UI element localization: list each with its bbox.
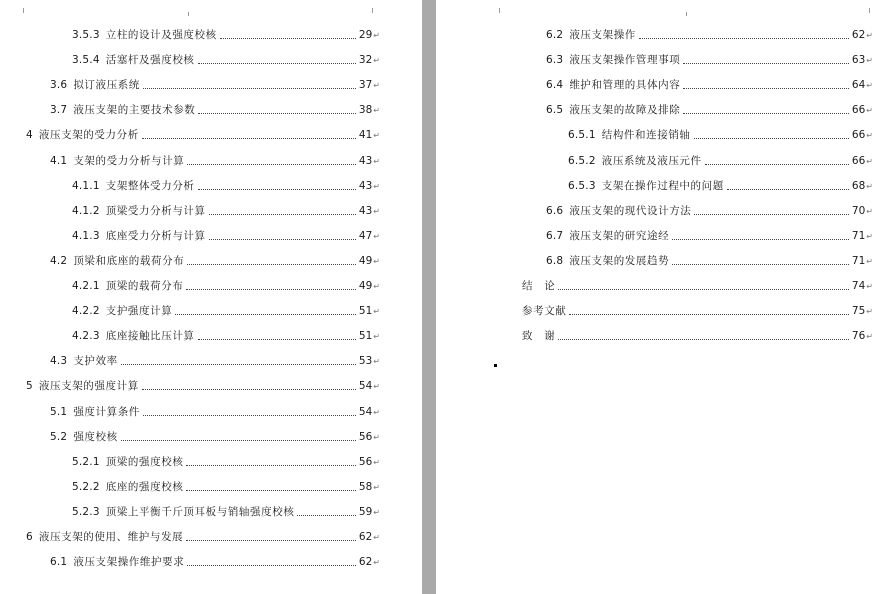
paragraph-mark: ↵ xyxy=(373,482,380,492)
dot-leader xyxy=(705,164,850,165)
toc-entry[interactable] xyxy=(522,277,873,293)
toc-entry[interactable] xyxy=(522,327,873,343)
toc-entry-number: 6.8 xyxy=(546,254,564,267)
toc-entry-title: 液压支架的故障及排除 xyxy=(569,104,681,117)
dot-leader xyxy=(694,138,850,139)
toc-entry-page-number: 62 xyxy=(358,531,373,543)
paragraph-mark: ↵ xyxy=(866,81,873,91)
paragraph-mark: ↵ xyxy=(373,407,380,417)
dot-leader xyxy=(198,63,357,64)
dot-leader xyxy=(186,490,356,491)
toc-entry-title: 支护强度计算 xyxy=(105,305,173,318)
toc-entry-number: 5.1 xyxy=(50,405,68,418)
toc-entry-number: 4.1.1 xyxy=(72,179,100,192)
paragraph-mark: ↵ xyxy=(866,106,873,116)
toc-entry[interactable] xyxy=(568,177,873,193)
toc-entry[interactable] xyxy=(50,553,380,569)
dot-leader xyxy=(187,565,356,566)
dot-leader xyxy=(143,415,356,416)
document-page-right xyxy=(436,0,875,594)
dot-leader xyxy=(683,88,849,89)
toc-entry[interactable] xyxy=(50,252,380,268)
dot-leader xyxy=(142,138,357,139)
toc-entry-number: 4.2.2 xyxy=(72,305,100,318)
toc-entry[interactable] xyxy=(50,76,380,92)
paragraph-mark: ↵ xyxy=(373,332,380,342)
toc-entry[interactable] xyxy=(72,177,380,193)
paragraph-mark: ↵ xyxy=(866,31,873,40)
toc-entry[interactable] xyxy=(72,503,380,519)
toc-entry[interactable] xyxy=(546,227,873,243)
toc-entry-page-number: 58 xyxy=(358,480,373,493)
toc-entry[interactable] xyxy=(72,302,380,318)
dot-leader xyxy=(187,264,356,265)
toc-entry-number: 6.7 xyxy=(546,229,564,242)
toc-entry[interactable] xyxy=(26,528,380,544)
toc-entry-title: 强度校核 xyxy=(73,430,118,443)
paragraph-mark: ↵ xyxy=(866,181,873,191)
toc-entry-page-number: 54 xyxy=(358,380,373,393)
toc-entry-number: 6.5 xyxy=(546,104,564,117)
toc-entry-title: 液压支架的使用、维护与发展 xyxy=(38,531,184,543)
toc-entry-page-number: 63 xyxy=(851,54,866,67)
toc-entry[interactable] xyxy=(546,76,873,92)
toc-entry-title: 顶梁和底座的载荷分布 xyxy=(73,254,185,267)
toc-entry-title: 拟订液压系统 xyxy=(73,79,140,92)
paragraph-mark: ↵ xyxy=(373,206,380,216)
toc-entry-page-number: 76 xyxy=(851,330,866,343)
dot-leader xyxy=(175,314,356,315)
dot-leader xyxy=(142,389,357,390)
toc-entry-page-number: 54 xyxy=(358,405,373,418)
paragraph-mark: ↵ xyxy=(373,31,380,40)
toc-entry-number: 4.3 xyxy=(50,355,68,368)
dot-leader xyxy=(187,164,356,165)
toc-entry[interactable] xyxy=(26,377,380,393)
toc-entry-page-number: 66 xyxy=(851,129,866,142)
toc-entry-page-number: 43 xyxy=(358,179,373,192)
paragraph-mark: ↵ xyxy=(866,156,873,166)
dot-leader xyxy=(683,113,849,114)
dot-leader xyxy=(121,364,357,365)
toc-entry[interactable] xyxy=(546,101,873,117)
toc-entry-page-number: 59 xyxy=(358,505,373,518)
toc-entry-page-number: 62 xyxy=(851,29,866,41)
document-page-left xyxy=(0,0,422,594)
toc-entry-page-number: 51 xyxy=(358,305,373,318)
toc-entry[interactable] xyxy=(568,126,873,142)
toc-entry-title: 支架的受力分析与计算 xyxy=(73,154,185,167)
paragraph-mark: ↵ xyxy=(373,507,380,517)
dot-leader xyxy=(639,38,849,39)
dot-leader xyxy=(683,63,849,64)
toc-entry-title: 液压支架的现代设计方法 xyxy=(569,204,692,217)
paragraph-bullet xyxy=(494,364,497,367)
paragraph-mark: ↵ xyxy=(866,131,873,141)
toc-entry-number: 6.6 xyxy=(546,204,564,217)
paragraph-mark: ↵ xyxy=(866,256,873,266)
toc-entry-page-number: 29 xyxy=(358,29,373,41)
paragraph-mark: ↵ xyxy=(866,282,873,291)
toc-entry-number: 3.7 xyxy=(50,104,68,117)
toc-entry-title: 液压支架的强度计算 xyxy=(38,380,139,393)
dot-leader xyxy=(220,38,357,39)
toc-entry-number: 3.5.4 xyxy=(72,54,100,67)
toc-entry-title: 液压支架的发展趋势 xyxy=(569,254,670,267)
toc-entry-number: 5.2.3 xyxy=(72,505,100,518)
paragraph-mark: ↵ xyxy=(373,156,380,166)
toc-entry-page-number: 64 xyxy=(851,79,866,92)
toc-entry-title: 液压支架的受力分析 xyxy=(38,129,139,142)
paragraph-mark: ↵ xyxy=(373,307,380,317)
dot-leader xyxy=(569,314,849,315)
dot-leader xyxy=(694,214,849,215)
toc-entry-title: 液压支架的主要技术参数 xyxy=(73,104,196,117)
toc-entry-number: 4.2.1 xyxy=(72,280,100,292)
paragraph-mark: ↵ xyxy=(373,56,380,66)
table-of-contents-right xyxy=(436,0,875,594)
toc-entry-number: 5.2 xyxy=(50,430,68,443)
dot-leader xyxy=(198,113,356,114)
toc-entry-number: 6.2 xyxy=(546,29,564,41)
toc-entry-page-number: 66 xyxy=(851,154,866,167)
paragraph-mark: ↵ xyxy=(866,307,873,317)
toc-entry-number: 6.5.3 xyxy=(568,179,596,192)
toc-entry-number: 6.4 xyxy=(546,79,564,92)
toc-entry-page-number: 47 xyxy=(358,229,373,242)
dot-leader xyxy=(198,189,357,190)
toc-entry[interactable] xyxy=(50,403,380,419)
toc-entry[interactable] xyxy=(26,126,380,142)
toc-entry-title: 支护效率 xyxy=(73,355,118,368)
toc-entry-page-number: 66 xyxy=(851,104,866,117)
toc-entry[interactable] xyxy=(72,453,380,469)
toc-entry-number: 3.5.3 xyxy=(72,29,100,41)
toc-entry[interactable] xyxy=(522,302,873,318)
toc-entry-title: 顶梁受力分析与计算 xyxy=(105,204,206,217)
dot-leader xyxy=(186,540,356,541)
paragraph-mark: ↵ xyxy=(373,231,380,241)
toc-entry-number: 5.2.2 xyxy=(72,480,100,493)
dot-leader xyxy=(121,440,357,441)
toc-entry-page-number: 70 xyxy=(851,204,866,217)
toc-entry-title: 立柱的设计及强度校核 xyxy=(105,29,217,41)
toc-entry-number: 3.6 xyxy=(50,79,68,92)
dot-leader xyxy=(143,88,356,89)
toc-entry-title: 液压支架操作维护要求 xyxy=(73,556,185,569)
toc-entry-title: 液压系统及液压元件 xyxy=(601,154,702,167)
toc-entry-title: 底座受力分析与计算 xyxy=(105,229,206,242)
toc-entry-number: 4.2 xyxy=(50,254,68,267)
toc-entry[interactable] xyxy=(546,252,873,268)
toc-entry-title: 支架整体受力分析 xyxy=(105,179,195,192)
toc-entry-number: 4.1 xyxy=(50,154,68,167)
toc-entry-title: 底座接触比压计算 xyxy=(105,330,195,343)
dot-leader xyxy=(186,289,356,290)
toc-entry-page-number: 43 xyxy=(358,204,373,217)
toc-entry[interactable] xyxy=(546,202,873,218)
toc-entry-page-number: 51 xyxy=(358,330,373,343)
toc-entry-title: 强度计算条件 xyxy=(73,405,140,418)
toc-entry-title: 维护和管理的具体内容 xyxy=(569,79,681,92)
paragraph-mark: ↵ xyxy=(373,106,380,116)
toc-entry[interactable] xyxy=(72,277,380,293)
dot-leader xyxy=(209,239,357,240)
toc-entry-page-number: 71 xyxy=(851,254,866,267)
paragraph-mark: ↵ xyxy=(373,432,380,442)
toc-entry[interactable] xyxy=(546,26,873,42)
toc-entry-page-number: 74 xyxy=(851,280,866,292)
toc-entry-page-number: 49 xyxy=(358,280,373,292)
toc-entry-title: 结构件和连接销轴 xyxy=(601,129,691,142)
paragraph-mark: ↵ xyxy=(373,457,380,467)
toc-entry-title: 结 论 xyxy=(522,280,556,292)
toc-entry-title: 顶梁的载荷分布 xyxy=(105,280,184,292)
toc-entry[interactable] xyxy=(72,227,380,243)
toc-entry-page-number: 32 xyxy=(358,54,373,67)
dot-leader xyxy=(209,214,357,215)
paragraph-mark: ↵ xyxy=(866,206,873,216)
paragraph-mark: ↵ xyxy=(373,81,380,91)
paragraph-mark: ↵ xyxy=(373,533,380,542)
paragraph-mark: ↵ xyxy=(373,357,380,367)
toc-entry-page-number: 56 xyxy=(358,430,373,443)
toc-entry[interactable] xyxy=(72,478,380,494)
toc-entry-number: 4.2.3 xyxy=(72,330,100,343)
toc-entry-number: 6.5.1 xyxy=(568,129,596,142)
paragraph-mark: ↵ xyxy=(373,131,380,141)
toc-entry-page-number: 75 xyxy=(851,305,866,318)
toc-entry-title: 底座的强度校核 xyxy=(105,480,184,493)
toc-entry[interactable] xyxy=(50,152,380,168)
toc-entry[interactable] xyxy=(50,101,380,117)
toc-entry-title: 顶梁的强度校核 xyxy=(105,455,184,468)
toc-entry-page-number: 43 xyxy=(358,154,373,167)
toc-entry-page-number: 71 xyxy=(851,229,866,242)
toc-entry-page-number: 38 xyxy=(358,104,373,117)
toc-entry-page-number: 56 xyxy=(358,455,373,468)
toc-entry[interactable] xyxy=(50,352,380,368)
dot-leader xyxy=(672,239,849,240)
toc-entry-title: 顶梁上平衡千斤顶耳板与销轴强度校核 xyxy=(105,505,295,518)
toc-entry[interactable] xyxy=(72,51,380,67)
page-gutter xyxy=(422,0,436,594)
dot-leader xyxy=(558,339,849,340)
dot-leader xyxy=(672,264,849,265)
toc-entry-number: 4.1.2 xyxy=(72,204,100,217)
toc-entry[interactable] xyxy=(72,202,380,218)
toc-entry-number: 4.1.3 xyxy=(72,229,100,242)
toc-entry-title: 液压支架操作管理事项 xyxy=(569,54,681,67)
paragraph-mark: ↵ xyxy=(373,558,380,568)
toc-entry[interactable] xyxy=(72,26,380,42)
toc-entry-number: 6.1 xyxy=(50,556,68,569)
toc-entry-number: 5 xyxy=(26,380,33,393)
toc-entry-number: 6.3 xyxy=(546,54,564,67)
paragraph-mark: ↵ xyxy=(866,56,873,66)
table-of-contents-left xyxy=(0,0,422,594)
toc-entry-page-number: 68 xyxy=(851,179,866,192)
toc-entry-title: 支架在操作过程中的问题 xyxy=(601,179,724,192)
toc-entry-number: 4 xyxy=(26,129,33,142)
toc-entry-title: 液压支架操作 xyxy=(569,29,636,41)
toc-entry-page-number: 53 xyxy=(358,355,373,368)
paragraph-mark: ↵ xyxy=(866,332,873,342)
toc-entry-number: 5.2.1 xyxy=(72,455,100,468)
toc-entry-title: 致 谢 xyxy=(522,330,556,343)
paragraph-mark: ↵ xyxy=(866,231,873,241)
toc-entry-page-number: 49 xyxy=(358,254,373,267)
dot-leader xyxy=(297,515,356,516)
toc-entry-page-number: 41 xyxy=(358,129,373,142)
toc-entry[interactable] xyxy=(72,327,380,343)
toc-entry-number: 6.5.2 xyxy=(568,154,596,167)
paragraph-mark: ↵ xyxy=(373,382,380,392)
toc-entry[interactable] xyxy=(50,428,380,444)
dot-leader xyxy=(198,339,357,340)
toc-entry-title: 液压支架的研究途经 xyxy=(569,229,670,242)
toc-entry-title: 活塞杆及强度校核 xyxy=(105,54,195,67)
paragraph-mark: ↵ xyxy=(373,256,380,266)
paragraph-mark: ↵ xyxy=(373,282,380,291)
toc-entry-page-number: 62 xyxy=(358,556,373,569)
toc-entry[interactable] xyxy=(546,51,873,67)
toc-entry-number: 6 xyxy=(26,531,33,543)
toc-entry-title: 参考文献 xyxy=(522,305,567,318)
paragraph-mark: ↵ xyxy=(373,181,380,191)
toc-entry[interactable] xyxy=(568,152,873,168)
toc-entry-page-number: 37 xyxy=(358,79,373,92)
dot-leader xyxy=(186,465,356,466)
dot-leader xyxy=(558,289,849,290)
dot-leader xyxy=(727,189,849,190)
